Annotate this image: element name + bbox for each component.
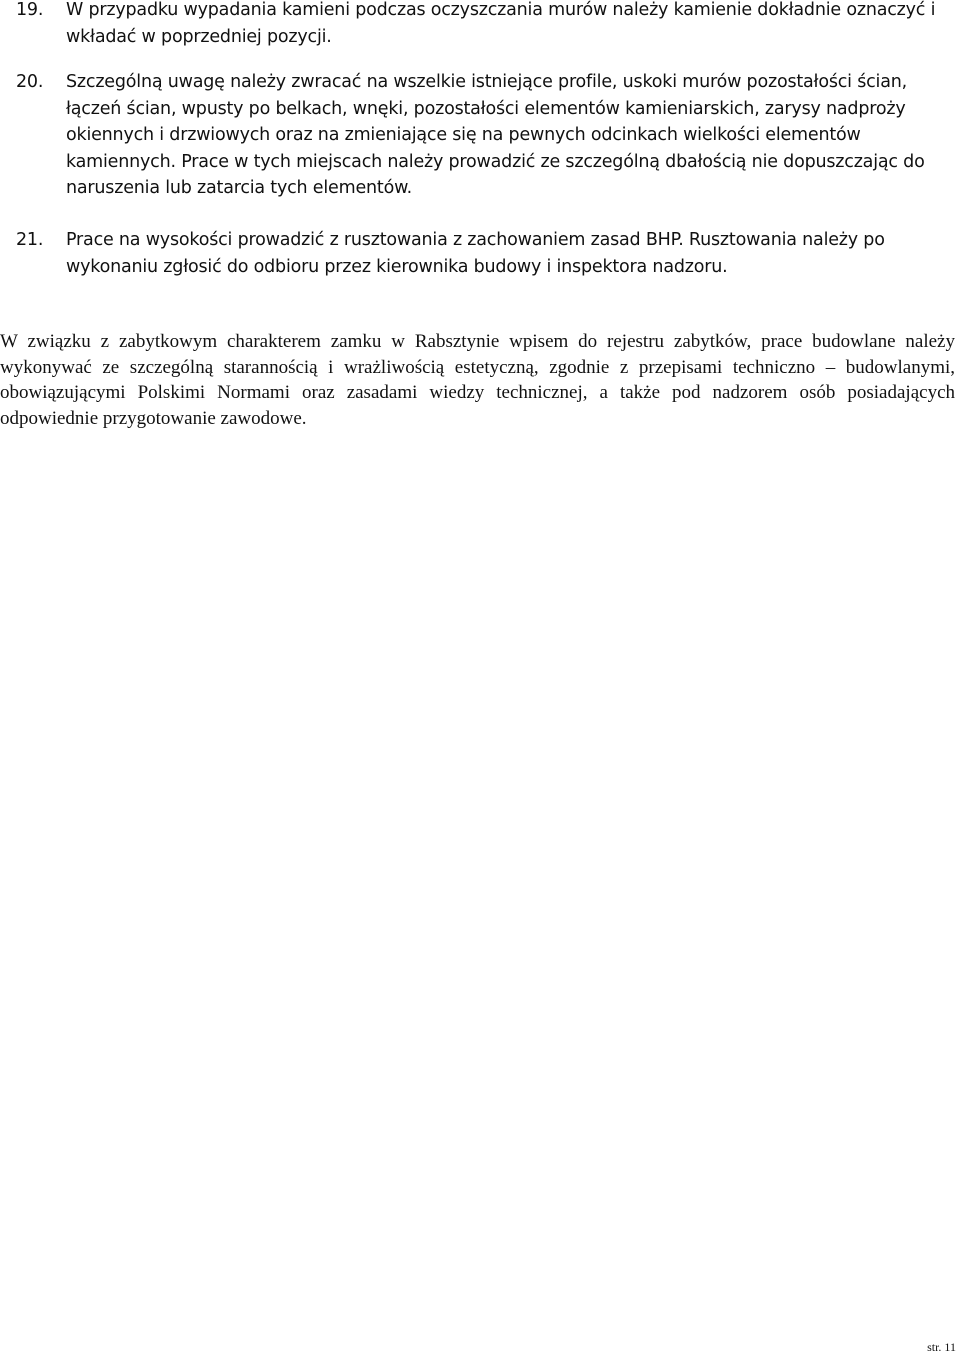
page-number: str. 11 xyxy=(927,1340,956,1354)
list-item-text: Prace na wysokości prowadzić z rusztowania z zachowaniem zasad BHP. Rusztowania należy po wykonaniu zgłosić do odbioru przez kierownika budowy i inspektora nadzoru. xyxy=(66,230,885,277)
list-item xyxy=(16,227,946,280)
list-item-text: W przypadku wypadania kamieni podczas oczyszczania murów należy kamienie dokładnie oznaczyć i wkładać w poprzedniej pozycji. xyxy=(66,0,936,47)
list-item-number: 20. xyxy=(16,72,44,92)
body-paragraph: W związku z zabytkowym charakterem zamku w Rabsztynie wpisem do rejestru zabytków, prace budowlane należy wykonywać ze szczególną starannością i wrażliwością estetyczną, zgodnie z przepisami techniczno – budowlanymi, obowiązującymi Polskimi Normami oraz zasadami wiedzy technicznej, a także pod nadzorem osób posiadających odpowiednie przygotowanie zawodowe. xyxy=(0,331,955,429)
list-item xyxy=(16,69,946,202)
list-item-number: 21. xyxy=(16,230,44,250)
list-item-text: Szczególną uwagę należy zwracać na wszelkie istniejące profile, uskoki murów pozostałości ścian, łączeń ścian, wpusty po belkach, wnęki, pozostałości elementów kamieniarskich, zarysy nadproży okiennych i drzwiowych oraz na zmieniające się na pewnych odcinkach wielkości elementów kamiennych. Prace w tych miejscach należy prowadzić ze szczególną dbałością nie dopuszczając do naruszenia lub zatarcia tych elementów. xyxy=(66,72,925,199)
list-item xyxy=(16,0,946,50)
list-item-number: 19. xyxy=(16,0,44,20)
